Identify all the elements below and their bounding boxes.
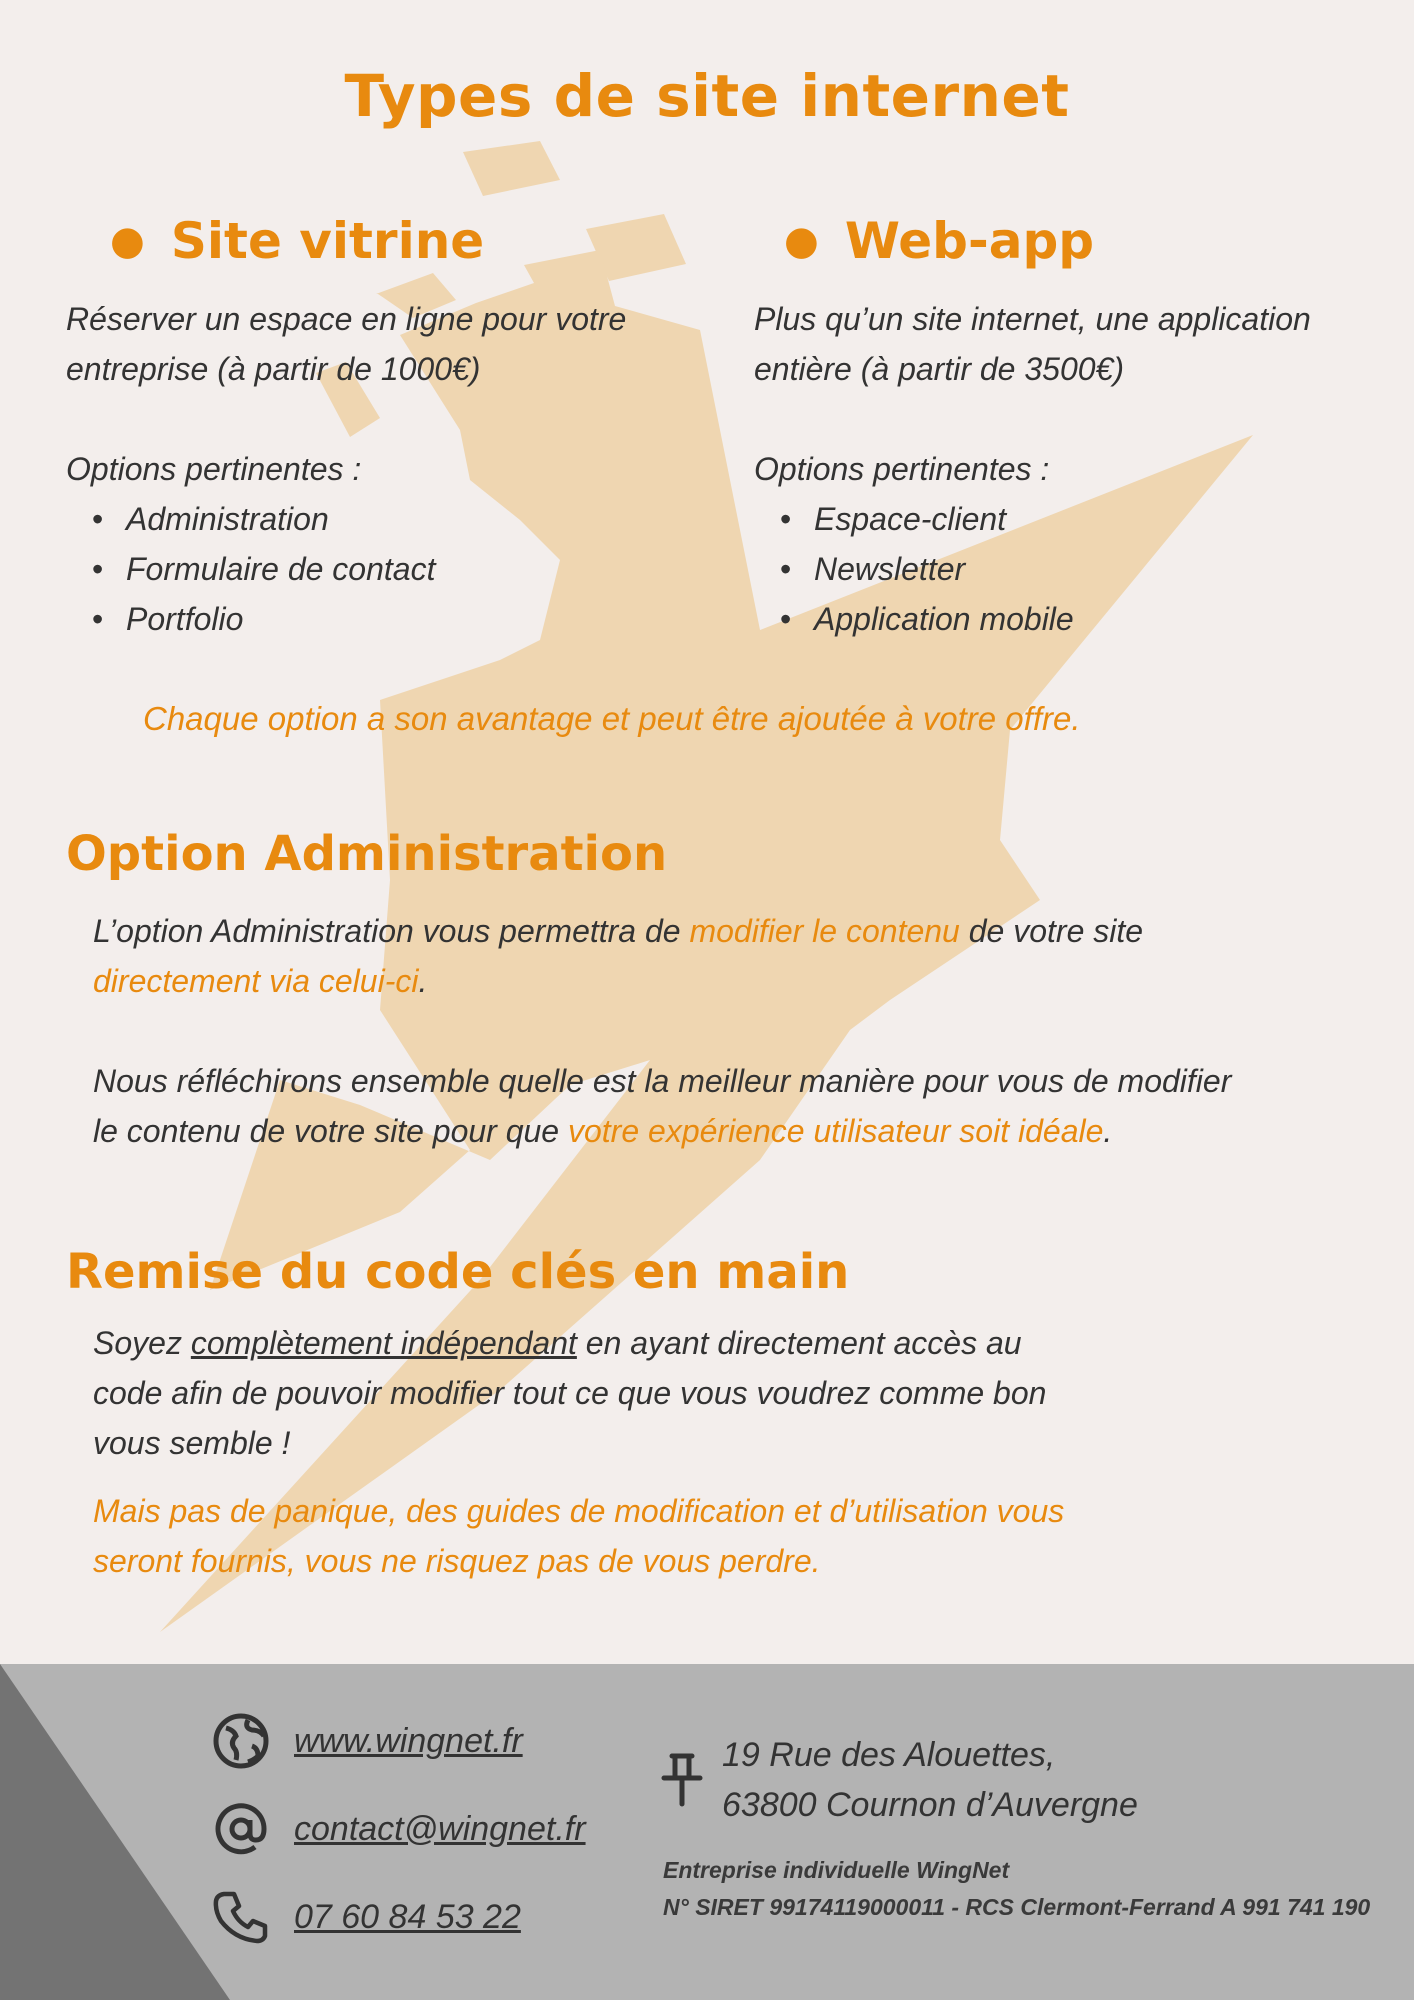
highlight-text: modifier le contenu [689, 913, 960, 949]
site-vitrine-heading: ● Site vitrine [110, 212, 485, 270]
code-paragraph-2: Mais pas de panique, des guides de modification et d’utilisation vous seront fournis, vous ne risquez pas de vous perdre. [93, 1493, 1065, 1579]
website-link[interactable]: www.wingnet.fr [294, 1721, 523, 1760]
phone-contact [210, 1886, 521, 1948]
bullet-icon: ● [784, 218, 819, 264]
site-vitrine-options-title: Options pertinentes : [66, 451, 362, 487]
admin-paragraph-1: L’option Administration vous permettra de modifier le contenu de votre site directement via celui-ci. [93, 913, 1144, 999]
highlight-text: votre expérience utilisateur soit idéale [567, 1113, 1104, 1149]
list-item: • Administration [126, 494, 706, 544]
legal-info [663, 1852, 1370, 1926]
bullet-icon: ● [110, 218, 145, 264]
address-line-2: 63800 Cournon d’Auvergne [722, 1786, 1138, 1824]
list-item: • Newsletter [814, 544, 1394, 594]
web-app-column [754, 210, 1394, 644]
phone-icon [210, 1886, 272, 1948]
footer-triangle-decoration [0, 1664, 230, 2000]
page-title: Types de site internet [344, 62, 1070, 130]
admin-paragraph-2: Nous réfléchirons ensemble quelle est la meilleur manière pour vous de modifier le contenu de votre site pour que votre expérience utilisateur soit idéale. [93, 1063, 1232, 1149]
highlight-text: directement via celui-ci [93, 963, 419, 999]
web-app-options-list [754, 494, 1394, 644]
list-item: • Espace-client [814, 494, 1394, 544]
web-app-options-title: Options pertinentes : [754, 451, 1050, 487]
site-vitrine-column [66, 210, 706, 644]
list-item: • Formulaire de contact [126, 544, 706, 594]
admin-section-title: Option Administration [66, 826, 668, 882]
options-tagline: Chaque option a son avantage et peut être ajoutée à votre offre. [143, 700, 1081, 737]
siret-number: N° SIRET 99174119000011 - RCS Clermont-Ferrand A 991 741 190 [663, 1894, 1371, 1920]
code-paragraph-1: Soyez complètement indépendant en ayant directement accès au code afin de pouvoir modifier tout ce que vous voudrez comme bon vous semble ! [93, 1325, 1047, 1461]
site-vitrine-description-line1: Réserver un espace en ligne pour votre [66, 301, 627, 337]
at-icon [210, 1798, 272, 1860]
address-block [660, 1730, 1138, 1830]
web-app-heading: ● Web-app [784, 212, 1095, 270]
site-vitrine-options-list [66, 494, 706, 644]
address-line-1: 19 Rue des Alouettes, [722, 1736, 1056, 1774]
phone-link[interactable]: 07 60 84 53 22 [294, 1897, 521, 1936]
web-app-description-line2: entière (à partir de 3500€) [754, 351, 1124, 387]
list-item: • Portfolio [126, 594, 706, 644]
list-item: • Application mobile [814, 594, 1394, 644]
pin-icon [660, 1745, 710, 1815]
email-link[interactable]: contact@wingnet.fr [294, 1809, 586, 1848]
globe-icon [210, 1710, 272, 1772]
website-contact [210, 1710, 523, 1772]
code-section-title: Remise du code clés en main [66, 1244, 850, 1300]
underlined-text: complètement indépendant [190, 1325, 577, 1361]
web-app-description-line1: Plus qu’un site internet, une application [754, 301, 1311, 337]
company-name: Entreprise individuelle WingNet [663, 1857, 1010, 1883]
site-vitrine-description-line2: entreprise (à partir de 1000€) [66, 351, 481, 387]
email-contact [210, 1798, 586, 1860]
